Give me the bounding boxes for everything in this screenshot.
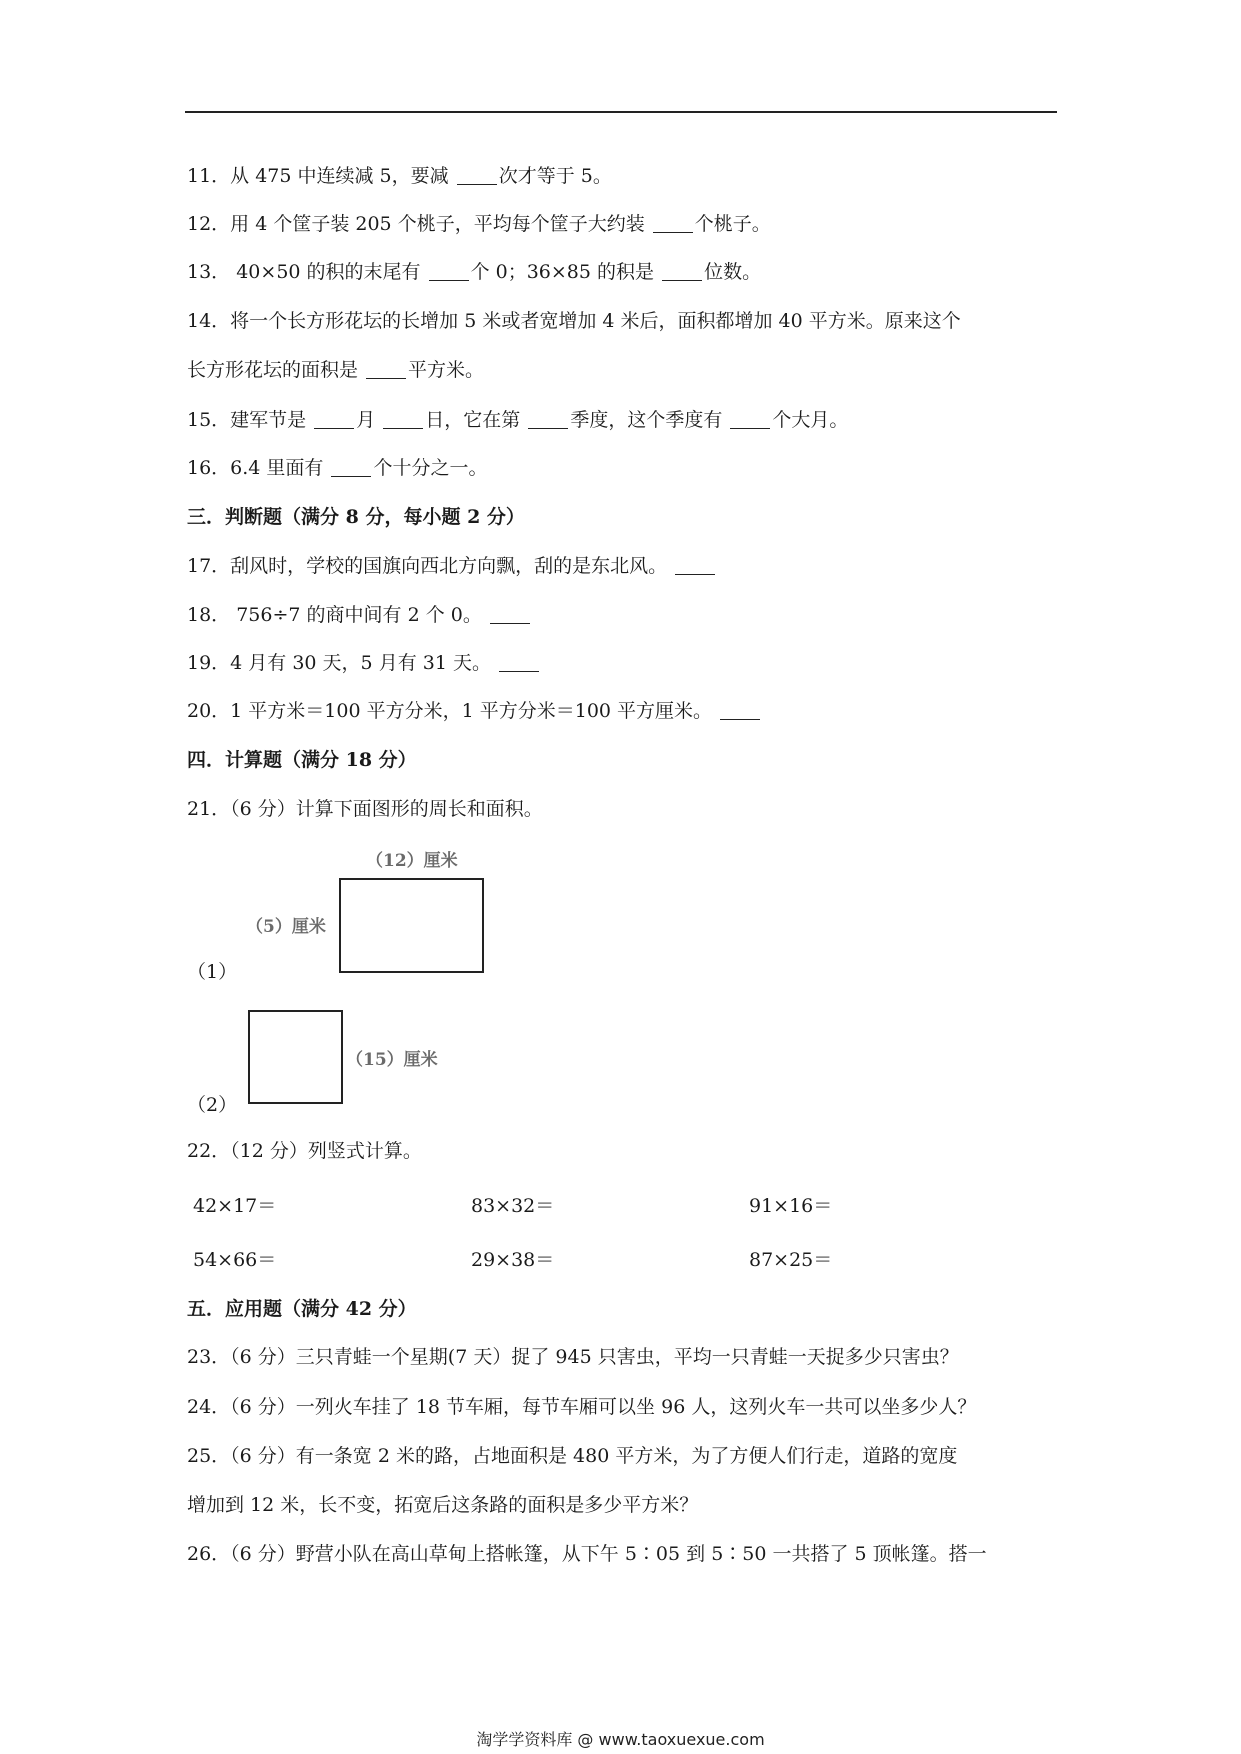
figure1-length-label: （12）厘米 <box>366 851 458 871</box>
question-20 <box>187 699 762 723</box>
answer-blank[interactable] <box>429 262 469 281</box>
answer-blank[interactable] <box>730 410 770 429</box>
answer-blank[interactable] <box>720 701 760 720</box>
q15-text-end: 个大月。 <box>772 409 849 431</box>
question-23: 23．（6 分）三只青蛙一个星期(7 天）捉了 945 只害虫，平均一只青蛙一天捉多少只害虫？ <box>187 1346 959 1368</box>
q13-text-end: 位数。 <box>704 261 762 283</box>
calc-item: 54×66＝ <box>193 1249 277 1271</box>
q12-text: 12．用 4 个筐子装 205 个桃子，平均每个筐子大约装 <box>187 213 651 235</box>
answer-blank[interactable] <box>499 653 539 672</box>
calc-item: 91×16＝ <box>749 1195 833 1217</box>
q15-text-c: 季度，这个季度有 <box>570 409 729 431</box>
q13-text-mid: 个 0；36×85 的积是 <box>470 261 661 283</box>
q13-text: 13． 40×50 的积的末尾有 <box>187 261 427 283</box>
header-rule <box>185 111 1057 113</box>
question-22: 22．（12 分）列竖式计算。 <box>187 1140 422 1162</box>
q15-text: 15．建军节是 <box>187 409 313 431</box>
question-18 <box>187 603 532 627</box>
figure2-index: （2） <box>187 1094 238 1116</box>
section-3-heading: 三．判断题（满分 8 分，每小题 2 分） <box>187 506 525 528</box>
figure2-side-label: （15）厘米 <box>346 1050 438 1070</box>
question-14-line1: 14．将一个长方形花坛的长增加 5 米或者宽增加 4 米后，面积都增加 40 平方米。原来这个 <box>187 310 961 332</box>
q11-text-end: 次才等于 5。 <box>498 165 612 187</box>
answer-blank[interactable] <box>457 166 497 185</box>
question-19 <box>187 651 541 675</box>
question-15 <box>187 408 848 432</box>
calc-item: 87×25＝ <box>749 1249 833 1271</box>
figure1-index: （1） <box>187 961 238 983</box>
q14-text: 长方形花坛的面积是 <box>187 359 365 381</box>
q15-text-b: 日，它在第 <box>425 409 527 431</box>
question-14-line2 <box>187 358 484 382</box>
q16-text: 16．6.4 里面有 <box>187 457 330 479</box>
q20-text: 20．1 平方米＝100 平方分米，1 平方分米＝100 平方厘米。 <box>187 700 719 722</box>
answer-blank[interactable] <box>331 458 371 477</box>
q17-text: 17．刮风时，学校的国旗向西北方向飘，刮的是东北风。 <box>187 555 674 577</box>
question-12 <box>187 212 771 236</box>
section-4-heading: 四．计算题（满分 18 分） <box>187 749 417 771</box>
figure1-rectangle <box>339 878 484 973</box>
question-21: 21．（6 分）计算下面图形的周长和面积。 <box>187 798 543 820</box>
q15-text-a: 月 <box>356 409 382 431</box>
figure1-width-label: （5）厘米 <box>246 917 326 937</box>
q18-text: 18． 756÷7 的商中间有 2 个 0。 <box>187 604 488 626</box>
question-25-line1: 25．（6 分）有一条宽 2 米的路，占地面积是 480 平方米，为了方便人们行走，道路的宽度 <box>187 1445 958 1467</box>
calc-item: 29×38＝ <box>471 1249 555 1271</box>
question-16 <box>187 456 488 480</box>
answer-blank[interactable] <box>383 410 423 429</box>
q11-text: 11．从 475 中连续减 5，要减 <box>187 165 455 187</box>
calc-item: 42×17＝ <box>193 1195 277 1217</box>
calc-item: 83×32＝ <box>471 1195 555 1217</box>
answer-blank[interactable] <box>653 214 693 233</box>
section-5-heading: 五．应用题（满分 42 分） <box>187 1298 417 1320</box>
answer-blank[interactable] <box>490 605 530 624</box>
question-17 <box>187 554 717 578</box>
question-26: 26．（6 分）野营小队在高山草甸上搭帐篷，从下午 5∶05 到 5∶50 一共搭了 5 顶帐篷。搭一 <box>187 1543 987 1565</box>
answer-blank[interactable] <box>528 410 568 429</box>
q19-text: 19．4 月有 30 天，5 月有 31 天。 <box>187 652 497 674</box>
footer-watermark: 淘学学资料库 @ www.taoxuexue.com <box>476 1730 765 1749</box>
question-24: 24．（6 分）一列火车挂了 18 节车厢，每节车厢可以坐 96 人，这列火车一共可以坐多少人？ <box>187 1396 977 1418</box>
question-25-line2: 增加到 12 米，长不变，拓宽后这条路的面积是多少平方米？ <box>187 1494 699 1516</box>
answer-blank[interactable] <box>314 410 354 429</box>
answer-blank[interactable] <box>675 556 715 575</box>
answer-blank[interactable] <box>366 360 406 379</box>
question-13 <box>187 260 761 284</box>
q16-text-end: 个十分之一。 <box>373 457 488 479</box>
figure2-square <box>248 1010 343 1104</box>
q12-text-end: 个桃子。 <box>694 213 771 235</box>
question-11 <box>187 164 612 188</box>
q14-text-end: 平方米。 <box>408 359 485 381</box>
answer-blank[interactable] <box>662 262 702 281</box>
